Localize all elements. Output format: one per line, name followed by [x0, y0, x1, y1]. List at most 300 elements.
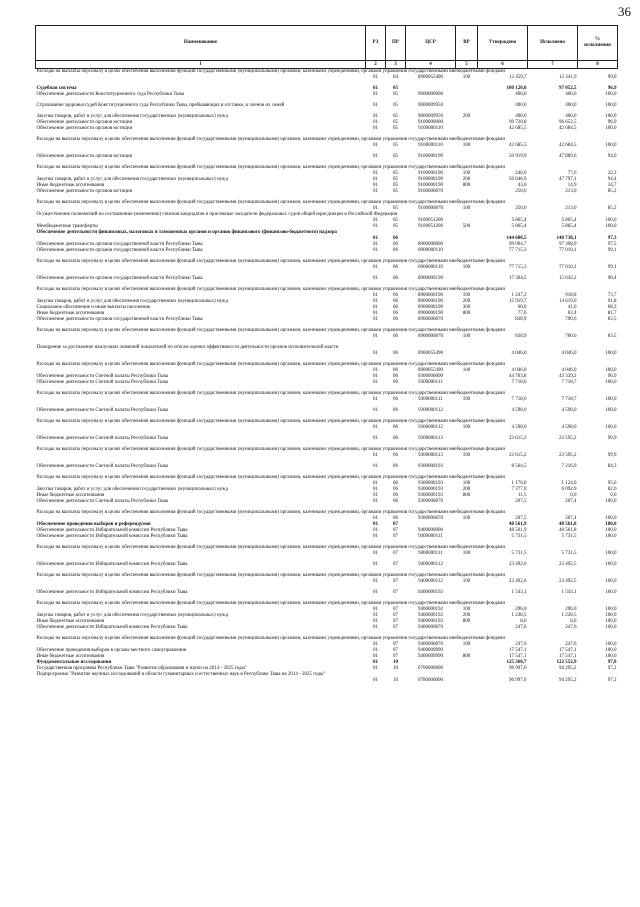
row-approved-cell: 296,0 — [515, 607, 527, 612]
row-rz-cell: 01 — [373, 642, 378, 647]
row-pr-cell: 05 — [393, 103, 398, 108]
row-executed-cell: 4 598,0 — [561, 408, 577, 413]
row-percent-cell: 100,0 — [605, 114, 617, 119]
row-pr-cell: 07 — [393, 654, 398, 659]
row-percent-cell: 100,0 — [605, 218, 617, 223]
row-name-cell: Расходы на выплаты персоналу в целях обеспечения выполнения функций государственными (муниципальными) органами, казенными учреждениями, органами управления государственными внебюджетными фондами — [36, 69, 505, 74]
row-name-cell: Расходы на выплаты персоналу в целях обеспечения выполнения функций государственными (муниципальными) органами, казенными учреждениями, органами управления государственными внебюджетными фондами — [36, 200, 505, 205]
row-rz-cell: 01 — [373, 86, 378, 91]
row-percent-cell: 100,0 — [605, 648, 617, 653]
row-percent-cell: 32,3 — [607, 171, 617, 176]
row-csr-cell: 9400000111 — [418, 534, 443, 539]
row-rz-cell: 01 — [373, 143, 378, 148]
row-csr-cell: 9400000870 — [418, 642, 443, 647]
row-pr-cell: 05 — [393, 126, 398, 131]
row-approved-cell: 4 598,0 — [511, 408, 527, 413]
row-rz-cell: 01 — [373, 189, 378, 194]
header-vr: ВР — [456, 26, 478, 61]
row-rz-cell: 01 — [373, 408, 378, 413]
row-vr-cell: 100 — [462, 293, 471, 298]
row-pr-cell: 10 — [393, 660, 398, 665]
row-csr-cell: 9400000192 — [418, 607, 443, 612]
row-vr-cell: 100 — [462, 579, 471, 584]
row-approved-cell: 8 564,5 — [511, 464, 527, 469]
row-executed-cell: 1 543,1 — [561, 590, 577, 595]
row-executed-cell: 23 492,5 — [559, 562, 577, 567]
row-pr-cell: 07 — [393, 551, 398, 556]
row-pr-cell: 10 — [393, 678, 398, 683]
row-vr-cell: 800 — [462, 654, 471, 659]
row-executed-cell: 48 561,8 — [559, 522, 577, 527]
row-rz-cell: 01 — [373, 487, 378, 492]
header-executed: Исполнено — [528, 26, 578, 61]
row-name-cell: Расходы на выплаты персоналу в целях обеспечения выполнения функций государственными (муниципальными) органами, казенными учреждениями, органами управления государственными внебюджетными фондами — [36, 636, 505, 641]
table-row — [36, 212, 618, 224]
row-csr-cell: 0700000000 — [418, 666, 443, 671]
row-percent-cell: 100,0 — [605, 92, 617, 97]
row-executed-cell: 47 889,6 — [559, 154, 577, 159]
row-executed-cell: 0,0 — [570, 493, 577, 498]
row-vr-cell: 100 — [462, 453, 471, 458]
row-csr-cell: 9100000870 — [418, 206, 443, 211]
row-approved-cell: 1 238,5 — [511, 613, 527, 618]
row-name-cell: Обеспечение деятельности Счетной палаты Республики Тыва — [36, 408, 168, 413]
row-rz-cell: 01 — [373, 522, 378, 527]
row-percent-cell: 100,0 — [605, 351, 617, 356]
row-csr-cell: 9300000000 — [418, 374, 443, 379]
row-rz-cell: 01 — [373, 334, 378, 339]
row-vr-cell: 800 — [462, 311, 471, 316]
row-approved-cell: 125 360,7 — [506, 660, 527, 665]
row-name-cell: Расходы на выплаты персоналу в целях обеспечения выполнения функций государственными (муниципальными) органами, казенными учреждениями, органами управления государственными внебюджетными фондами — [36, 137, 505, 142]
row-rz-cell: 01 — [373, 607, 378, 612]
row-name-cell: Расходы на выплаты персоналу в целях обеспечения выполнения функций государственными (муниципальными) органами, казенными учреждениями, органами управления государственными внебюджетными фондами — [36, 510, 505, 515]
row-pr-cell: 06 — [393, 464, 398, 469]
row-name-cell: Обеспечение деятельности Избирательной комиссии Республики Тыва — [36, 625, 188, 630]
row-percent-cell: 90,4 — [607, 276, 617, 281]
table-row — [36, 419, 618, 431]
row-percent-cell: 100,0 — [605, 368, 617, 373]
row-vr-cell: 100 — [462, 397, 471, 402]
row-percent-cell: 99,9 — [607, 453, 617, 458]
row-percent-cell: 97,8 — [607, 660, 617, 665]
row-percent-cell: 73,7 — [607, 293, 617, 298]
row-executed-cell: 4 046,0 — [561, 351, 577, 356]
row-percent-cell: 100,0 — [605, 522, 617, 527]
row-executed-cell: 15 642,2 — [559, 276, 577, 281]
row-pr-cell: 06 — [393, 305, 398, 310]
row-approved-cell: 838,9 — [515, 334, 527, 339]
row-executed-cell: 400,0 — [565, 103, 577, 108]
row-executed-cell: 12 341,0 — [559, 75, 577, 80]
row-name-cell: Обеспечение проведения выборов и референдумов — [36, 522, 151, 527]
row-approved-cell: 207,5 — [515, 516, 527, 521]
row-vr-cell: 800 — [462, 619, 471, 624]
row-name-cell: Расходы на выплаты персоналу в целях обеспечения выполнения функций государственными (муниципальными) органами, казенными учреждениями, органами управления государственными внебюджетными фондами — [36, 573, 505, 578]
row-executed-cell: 77,6 — [567, 171, 577, 176]
row-pr-cell: 07 — [393, 642, 398, 647]
column-index: 1 — [36, 61, 366, 69]
row-name-cell: Иные бюджетные ассигнования — [36, 619, 105, 624]
row-approved-cell: 7 718,6 — [511, 380, 527, 385]
row-approved-cell: 96 997,0 — [509, 678, 527, 683]
row-approved-cell: 400,0 — [515, 103, 527, 108]
row-executed-cell: 23 595,2 — [559, 436, 577, 441]
row-vr-cell: 500 — [462, 224, 471, 229]
row-approved-cell: 42 685,5 — [509, 143, 527, 148]
row-rz-cell: 01 — [373, 236, 378, 241]
row-executed-cell: 94 295,2 — [559, 678, 577, 683]
row-rz-cell: 01 — [373, 171, 378, 176]
row-vr-cell: 100 — [462, 143, 471, 148]
row-vr-cell: 300 — [462, 305, 471, 310]
row-executed-cell: 63,4 — [567, 311, 577, 316]
row-csr-cell: 9100000190 — [418, 171, 443, 176]
row-csr-cell: 9300000193 — [418, 481, 443, 486]
row-pr-cell: 05 — [393, 86, 398, 91]
row-approved-cell: 77 715,3 — [509, 265, 527, 270]
row-percent-cell: 100,0 — [605, 516, 617, 521]
row-approved-cell: 5 731,5 — [511, 551, 527, 556]
row-percent-cell: 100,0 — [605, 579, 617, 584]
row-approved-cell: 4 046,0 — [511, 368, 527, 373]
row-approved-cell: 50 919,9 — [509, 154, 527, 159]
row-name-cell: Иные бюджетные ассигнования — [36, 183, 105, 188]
row-percent-cell: 100,0 — [605, 590, 617, 595]
row-name-cell: Закупка товаров, работ и услуг для обеспечения государственных (муниципальных) нужд — [36, 177, 229, 182]
row-percent-cell: 100,0 — [605, 534, 617, 539]
row-rz-cell: 01 — [373, 242, 378, 247]
row-executed-cell: 213,0 — [565, 206, 577, 211]
row-name-cell: Расходы на выплаты персоналу в целях обеспечения выполнения функций государственными (муниципальными) органами, казенными учреждениями, органами управления государственными внебюджетными фондами — [36, 601, 505, 606]
table-row — [36, 328, 618, 340]
row-rz-cell: 01 — [373, 528, 378, 533]
row-approved-cell: 247,6 — [515, 625, 527, 630]
row-csr-cell: 8900000190 — [418, 299, 443, 304]
row-executed-cell: 42 684,5 — [559, 143, 577, 148]
row-pr-cell: 06 — [393, 334, 398, 339]
row-vr-cell: 200 — [462, 487, 471, 492]
table-row — [36, 672, 618, 684]
row-vr-cell — [456, 672, 478, 684]
row-csr-cell: 9100000110 — [418, 143, 443, 148]
row-name-cell: Обеспечение деятельности Счетной палаты Республики Тыва — [36, 374, 168, 379]
row-vr-cell: 100 — [462, 516, 471, 521]
row-pr-cell: 06 — [393, 368, 398, 373]
row-rz-cell: 01 — [373, 654, 378, 659]
row-vr-cell: 100 — [462, 368, 471, 373]
row-percent-cell: 100,0 — [605, 143, 617, 148]
row-pr-cell: 05 — [393, 224, 398, 229]
row-rz-cell: 01 — [373, 436, 378, 441]
table-row — [36, 475, 618, 487]
row-pr-cell: 06 — [393, 351, 398, 356]
row-percent-cell: 91,8 — [607, 299, 617, 304]
row-name-cell: Расходы на выплаты персоналу в целях обеспечения выполнения функций государственными (муниципальными) органами, казенными учреждениями, органами управления государственными внебюджетными фондами — [36, 259, 505, 264]
row-rz-cell: 01 — [373, 224, 378, 229]
row-executed-cell: 94 295,2 — [559, 666, 577, 671]
row-rz-cell: 01 — [373, 499, 378, 504]
row-executed-cell: 4 598,0 — [561, 425, 577, 430]
table-row — [36, 137, 618, 149]
row-pr-cell: 06 — [393, 453, 398, 458]
row-csr-cell: 9300000193 — [418, 464, 443, 469]
row-percent-cell: 100,0 — [605, 126, 617, 131]
row-percent-cell: 83,5 — [607, 317, 617, 322]
row-approved-cell: 4 046,0 — [511, 351, 527, 356]
header-row — [36, 26, 618, 61]
row-percent-cell: 100,0 — [605, 397, 617, 402]
row-approved-cell: 17 547,1 — [509, 654, 527, 659]
row-approved-cell: 5 731,5 — [511, 534, 527, 539]
row-name-cell: Обеспечение деятельности органов юстиции — [36, 126, 133, 131]
row-rz-cell: 01 — [373, 126, 378, 131]
row-percent-cell: 99,0 — [607, 75, 617, 80]
row-pr-cell: 06 — [393, 436, 398, 441]
row-pr-cell: 06 — [393, 299, 398, 304]
row-csr-cell: 9000009950 — [418, 114, 443, 119]
row-percent-cell: 99,1 — [607, 248, 617, 253]
column-index: 5 — [456, 61, 478, 69]
table-body — [36, 69, 618, 685]
row-approved-cell: 207,5 — [515, 499, 527, 504]
column-index: 8 — [578, 61, 618, 69]
row-percent-cell: 99,9 — [607, 436, 617, 441]
row-executed-cell: 77 010,1 — [559, 265, 577, 270]
row-rz-cell: 01 — [373, 265, 378, 270]
row-name-cell: Страхование здоровья судей Конституционного суда Республики Тыва, пребывающих в отставке, и членов их семей — [36, 103, 285, 108]
table-row — [36, 573, 618, 585]
row-pr-cell: 05 — [393, 114, 398, 119]
row-vr-cell: 100 — [462, 607, 471, 612]
row-percent-cell: 94,0 — [607, 154, 617, 159]
row-executed-cell: 6 092,9 — [561, 487, 577, 492]
row-name-cell: Обеспечение деятельности Конституционного суда Республики Тыва — [36, 92, 185, 97]
row-pr-cell: 06 — [393, 499, 398, 504]
row-vr-cell: 200 — [462, 613, 471, 618]
row-pr-cell: 04 — [393, 75, 398, 80]
row-approved-cell: 15 919,7 — [509, 299, 527, 304]
row-rz-cell: 01 — [373, 75, 378, 80]
row-vr-cell: 100 — [462, 206, 471, 211]
row-rz-cell: 01 — [373, 625, 378, 630]
row-csr-cell: 9100000190 — [418, 154, 443, 159]
row-executed-cell: 7 216,9 — [561, 464, 577, 469]
row-approved-cell: 144 608,5 — [506, 236, 527, 241]
row-percent-cell: 100,0 — [605, 654, 617, 659]
row-csr-cell — [406, 230, 456, 242]
row-name-cell: Расходы на выплаты персоналу в целях обеспечения выполнения функций государственными (муниципальными) органами, казенными учреждениями, органами управления государственными внебюджетными фондами — [36, 447, 505, 452]
row-pr-cell: 06 — [393, 242, 398, 247]
row-csr-cell: 8900055490 — [418, 75, 443, 80]
row-name-cell: Обеспечение деятельности Счетной палаты Республики Тыва — [36, 380, 168, 385]
row-rz-cell: 01 — [373, 311, 378, 316]
row-name-cell: Закупка товаров, работ и услуг для обеспечения государственных (муниципальных) нужд — [36, 299, 229, 304]
row-percent-cell: 85,2 — [607, 206, 617, 211]
row-name-cell: Обеспечение деятельности органов юстиции — [36, 154, 133, 159]
row-vr-cell: 200 — [462, 114, 471, 119]
row-name-cell: Расходы на выплаты персоналу в целях обеспечения выполнения функций государственными (муниципальными) органами, казенными учреждениями, органами управления государственными внебюджетными фондами — [36, 391, 505, 396]
row-csr-cell: 8900000870 — [418, 334, 443, 339]
row-rz-cell: 01 — [373, 464, 378, 469]
row-executed-cell: 23 492,5 — [559, 579, 577, 584]
row-executed-cell: 247,6 — [565, 625, 577, 630]
column-index: 7 — [528, 61, 578, 69]
row-name-cell: Обеспечение деятельности Избирательной комиссии Республики Тыва — [36, 590, 188, 595]
row-csr-cell: 9400009990 — [418, 648, 443, 653]
row-vr-cell — [456, 212, 478, 224]
row-pr-cell: 06 — [393, 276, 398, 281]
budget-table — [35, 25, 618, 684]
row-csr-cell: 8900000190 — [418, 276, 443, 281]
header-csr: ЦСР — [406, 26, 456, 61]
row-rz-cell: 01 — [373, 177, 378, 182]
row-csr-cell: 9300000113 — [418, 453, 443, 458]
row-csr-cell: 9400000111 — [418, 551, 443, 556]
header-percent — [578, 26, 618, 61]
row-csr-cell: 9400000000 — [418, 528, 443, 533]
row-name-cell: Обеспечение деятельности Счетной палаты Республики Тыва — [36, 436, 168, 441]
row-name-cell: Расходы на выплаты персоналу в целях обеспечения выполнения функций государственными (муниципальными) органами, казенными учреждениями, органами управления государственными внебюджетными фондами — [36, 475, 505, 480]
row-csr-cell: 9400000192 — [418, 590, 443, 595]
header-percent-sign: % — [595, 37, 600, 42]
row-rz-cell: 01 — [373, 516, 378, 521]
row-vr-cell: 800 — [462, 183, 471, 188]
row-executed-cell: 8,6 — [570, 619, 577, 624]
row-name-cell: Обеспечение деятельности Избирательной комиссии Республики Тыва — [36, 562, 188, 567]
row-name-cell: Расходы на выплаты персоналу в целях обеспечения выполнения функций государственными (муниципальными) органами, казенными учреждениями, органами управления государственными внебюджетными фондами — [36, 328, 505, 333]
row-rz-cell: 01 — [373, 103, 378, 108]
row-executed-cell: 122 552,9 — [556, 660, 577, 665]
row-csr-cell: 9300000113 — [418, 436, 443, 441]
row-csr-cell: 8900000190 — [418, 311, 443, 316]
row-percent-cell: 100,0 — [605, 613, 617, 618]
row-executed-cell: 296,0 — [565, 607, 577, 612]
row-pr-cell: 05 — [393, 143, 398, 148]
row-pr-cell: 06 — [393, 293, 398, 298]
row-percent-cell: 100,0 — [605, 619, 617, 624]
row-pr-cell: 06 — [393, 425, 398, 430]
row-percent-cell: 100,0 — [605, 528, 617, 533]
row-percent-cell: 68,3 — [607, 305, 617, 310]
row-percent-cell: 100,0 — [605, 103, 617, 108]
row-approved-cell: 99 904,7 — [509, 242, 527, 247]
row-csr-cell: 8900055490 — [418, 368, 443, 373]
row-approved-cell: 247,6 — [515, 642, 527, 647]
row-approved-cell: 1 247,2 — [511, 293, 527, 298]
row-name-cell: Осуществление полномочий по составлению (изменению) списков кандидатов в присяжные заседатели федеральных судов общей юрисдикции в Российской Федерации — [36, 212, 398, 217]
row-pr-cell: 06 — [393, 516, 398, 521]
row-percent-cell: 97,2 — [607, 666, 617, 671]
row-vr-cell: 100 — [462, 642, 471, 647]
row-name-cell: Иные бюджетные ассигнования — [36, 311, 105, 316]
row-percent-cell: 97,5 — [607, 242, 617, 247]
row-name-cell: Обеспечение деятельности органов юстиции — [36, 189, 133, 194]
row-executed-cell: 207,4 — [565, 516, 577, 521]
column-index-row — [36, 61, 618, 69]
row-percent-cell: 97,2 — [607, 678, 617, 683]
row-approved-cell: 50 646,9 — [509, 177, 527, 182]
row-csr-cell: 9300000112 — [418, 408, 443, 413]
row-csr-cell: 9300000111 — [418, 380, 443, 385]
row-csr-cell: 9100000190 — [418, 177, 443, 182]
row-pr-cell: 05 — [393, 120, 398, 125]
row-csr-cell: 8900000190 — [418, 293, 443, 298]
table-row — [36, 165, 618, 177]
table-row — [36, 287, 618, 299]
row-rz-cell: 01 — [373, 579, 378, 584]
row-csr-cell: 9400000112 — [418, 579, 443, 584]
row-rz-cell: 01 — [373, 183, 378, 188]
row-name-cell: Обеспечение деятельности Счетной палаты Республики Тыва — [36, 499, 168, 504]
row-csr-cell: 9100051200 — [418, 224, 443, 229]
row-rz-cell: 01 — [373, 453, 378, 458]
row-rz-cell: 01 — [373, 374, 378, 379]
row-vr-cell: 800 — [462, 493, 471, 498]
row-rz-cell: 01 — [373, 397, 378, 402]
row-vr-cell: 100 — [462, 171, 471, 176]
table-row — [36, 259, 618, 271]
row-executed-cell: 247,6 — [565, 642, 577, 647]
row-percent-cell: 83,5 — [607, 334, 617, 339]
row-pr-cell: 06 — [393, 397, 398, 402]
row-rz-cell: 01 — [373, 590, 378, 595]
row-csr-cell: 9000000000 — [418, 92, 443, 97]
row-csr-cell: 9100000000 — [418, 120, 443, 125]
row-rz-cell: 01 — [373, 648, 378, 653]
row-executed-cell: 47 797,1 — [559, 177, 577, 182]
row-percent-cell: 100,0 — [605, 642, 617, 647]
row-vr-cell: 100 — [462, 75, 471, 80]
row-approved-cell: 96 997,0 — [509, 666, 527, 671]
row-name-cell: Расходы на выплаты персоналу в целях обеспечения выполнения функций государственными (муниципальными) органами, казенными учреждениями, органами управления государственными внебюджетными фондами — [36, 545, 505, 550]
row-percent-cell: 0,0 — [610, 493, 617, 498]
row-approved-cell: 240,0 — [515, 171, 527, 176]
row-rz-cell: 01 — [373, 619, 378, 624]
row-executed-cell: 140 738,1 — [556, 236, 577, 241]
row-rz-cell: 01 — [373, 154, 378, 159]
row-csr-cell: 9000009950 — [418, 103, 443, 108]
row-executed-cell: 77 010,1 — [559, 248, 577, 253]
row-approved-cell: 400,0 — [515, 92, 527, 97]
table-row — [36, 510, 618, 522]
row-pr-cell: 07 — [393, 579, 398, 584]
header-name: Наименование — [36, 26, 366, 61]
row-csr-cell: 9300000111 — [418, 397, 443, 402]
row-rz-cell: 01 — [373, 380, 378, 385]
row-vr-cell: 100 — [462, 551, 471, 556]
row-vr-cell: 100 — [462, 481, 471, 486]
row-pr-cell: 07 — [393, 619, 398, 624]
row-name-cell: Обеспечение деятельности органов государственной власти Республики Тыва — [36, 317, 203, 322]
row-pr-cell: 05 — [393, 189, 398, 194]
row-rz-cell: 01 — [373, 218, 378, 223]
row-name-cell: Иные бюджетные ассигнования — [36, 493, 105, 498]
table-row — [36, 636, 618, 648]
row-approved-cell: 100 120,8 — [506, 86, 527, 91]
budget-sheet — [35, 25, 617, 684]
row-name-cell: Судебная система — [36, 86, 77, 91]
row-pr-cell: 07 — [393, 625, 398, 630]
row-percent-cell: 84,3 — [607, 464, 617, 469]
row-name-cell: Расходы на выплаты персоналу в целях обеспечения выполнения функций государственными (муниципальными) органами, казенными учреждениями, органами управления государственными внебюджетными фондами — [36, 362, 505, 367]
row-csr-cell: 8900000870 — [418, 317, 443, 322]
row-approved-cell: 5 865,4 — [511, 218, 527, 223]
row-executed-cell: 5 865,4 — [561, 218, 577, 223]
row-vr-cell: 100 — [462, 265, 471, 270]
row-percent-cell: 100,0 — [605, 562, 617, 567]
row-csr-cell: 9400000112 — [418, 562, 443, 567]
